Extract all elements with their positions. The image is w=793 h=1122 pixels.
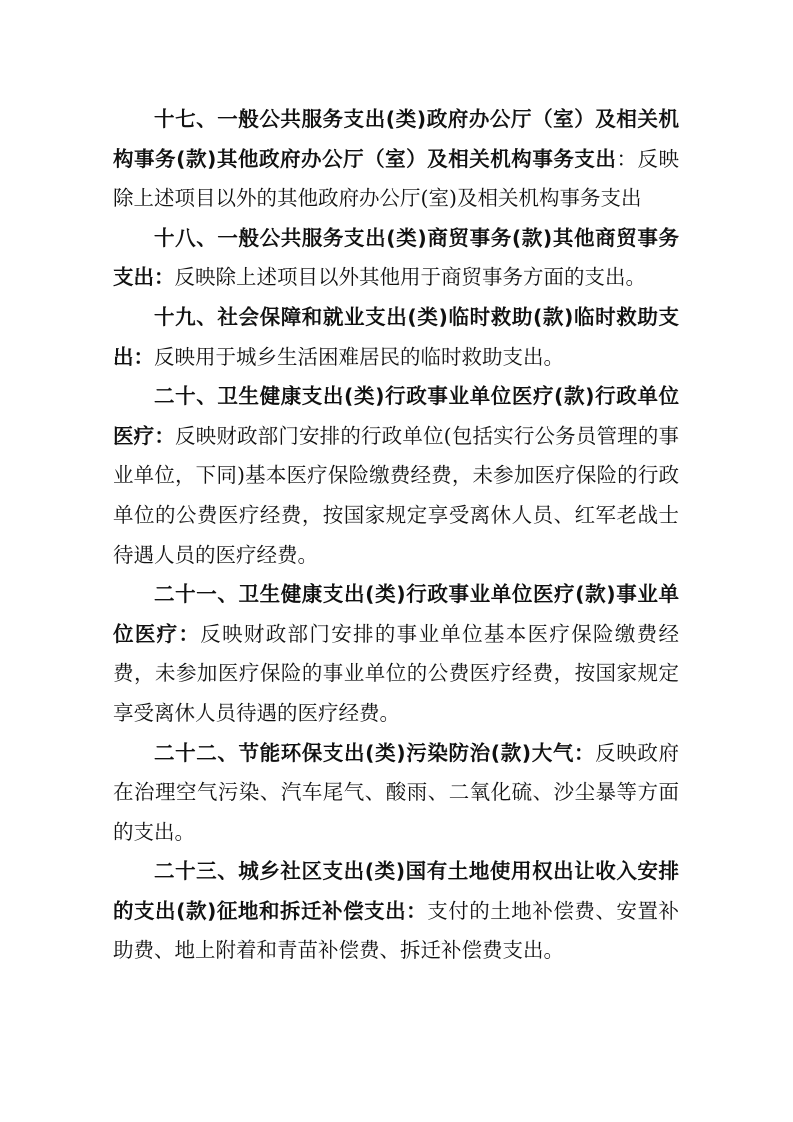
paragraph-heading: 十七、一般公共服务支出(类)政府办公厅（室）及相关机构事务(款)其他政府办公厅（室）及相关机构事务支出 [113,107,679,171]
paragraph-23 [113,852,679,971]
paragraph-body: 反映政府在治理空气污染、汽车尾气、酸雨、二氧化硫、沙尘暴等方面的支出。 [113,740,680,844]
paragraph-body: 反映财政部门安排的行政单位(包括实行公务员管理的事业单位，下同)基本医疗保险缴费经费，未参加医疗保险的行政单位的公费医疗经费，按国家规定享受离休人员、红军老战士待遇人员的医疗经费。 [113,423,679,567]
document-page [113,100,679,971]
paragraph-21 [113,575,679,733]
paragraph-19 [113,298,679,377]
paragraph-22 [113,734,679,853]
paragraph-20 [113,377,679,575]
paragraph-body: ：反映除上述项目以外的其他政府办公厅(室)及相关机构事务支出 [113,146,679,211]
paragraph-heading: 二十一、卫生健康支出(类)行政事业单位医疗(款)事业单位医疗： [113,582,679,646]
paragraph-heading: 十八、一般公共服务支出(类)商贸事务(款)其他商贸事务支出： [113,225,679,290]
paragraph-body: 反映财政部门安排的事业单位基本医疗保险缴费经费，未参加医疗保险的事业单位的公费医疗经费，按国家规定享受离休人员待遇的医疗经费。 [113,621,679,725]
paragraph-body: 反映用于城乡生活困难居民的临时救助支出。 [154,344,564,369]
paragraph-18 [113,219,679,298]
paragraph-17 [113,100,679,219]
paragraph-heading: 二十三、城乡社区支出(类)国有土地使用权出让收入安排的支出(款)征地和拆迁补偿支出： [113,859,679,923]
paragraph-body: 反映除上述项目以外其他用于商贸事务方面的支出。 [174,265,646,290]
paragraph-heading: 二十、卫生健康支出(类)行政事业单位医疗(款)行政单位医疗： [113,384,679,448]
paragraph-heading: 二十二、节能环保支出(类)污染防治(款)大气： [154,740,596,765]
paragraph-body: 支付的土地补偿费、安置补助费、地上附着和青苗补偿费、拆迁补偿费支出。 [113,898,679,963]
paragraph-heading: 十九、社会保障和就业支出(类)临时救助(款)临时救助支出： [113,304,679,369]
